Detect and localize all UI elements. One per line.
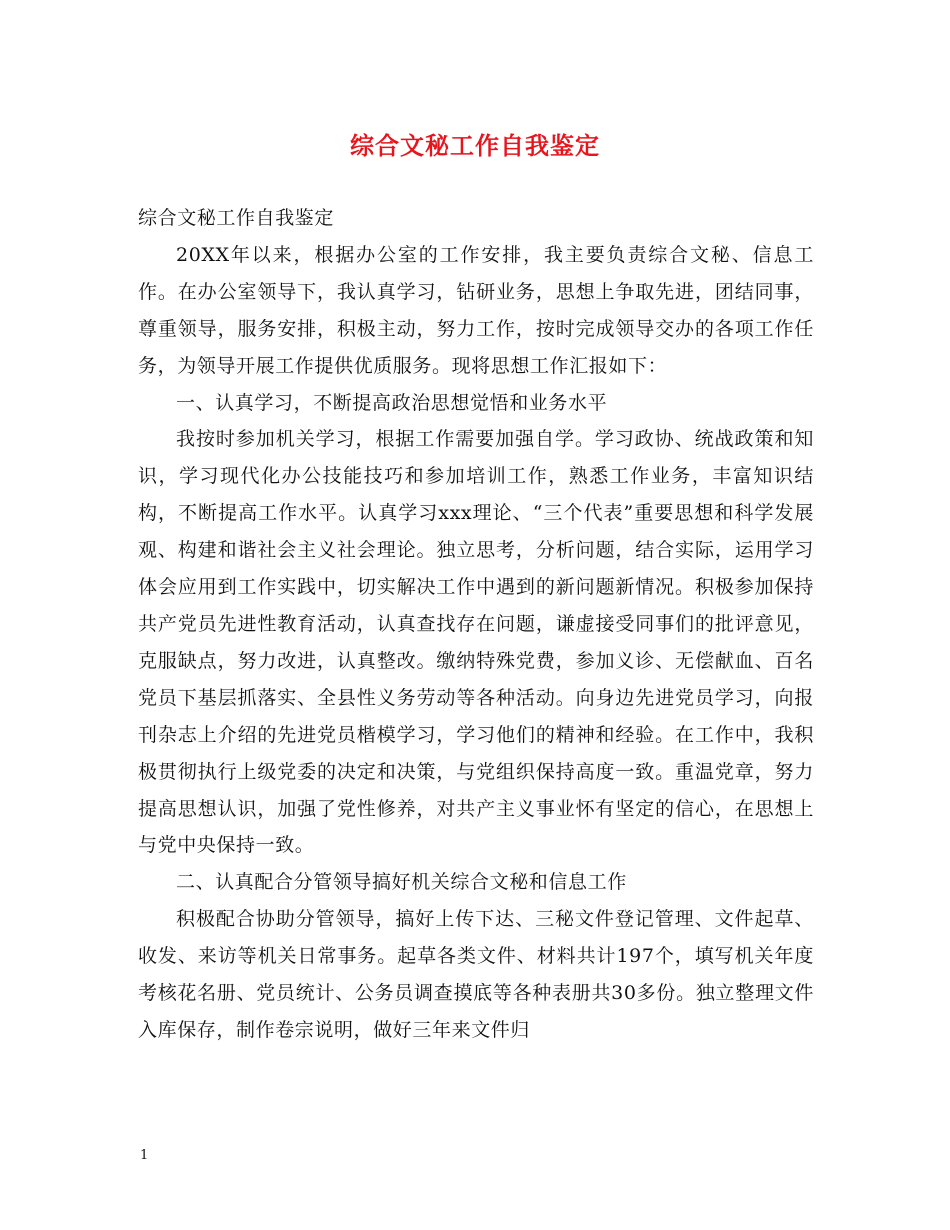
paragraph-section-2: 积极配合协助分管领导，搞好上传下达、三秘文件登记管理、文件起草、收发、来访等机关日常事务。起草各类文件、材料共计197个，填写机关年度考核花名册、党员统计、公务员调查摸底等各种表册共30多份。独立整理文件入库保存，制作卷宗说明，做好三年来文件归 bbox=[138, 908, 814, 1041]
section-heading-1: 一、认真学习，不断提高政治思想觉悟和业务水平 bbox=[176, 391, 608, 414]
paragraph-intro: 20XX年以来，根据办公室的工作安排，我主要负责综合文秘、信息工作。在办公室领导下，我认真学习，钻研业务，思想上争取先进，团结同事，尊重领导，服务安排，积极主动，努力工作，按时完成领导交办的各项工作任务，为领导开展工作提供优质服务。现将思想工作汇报如下： bbox=[138, 243, 814, 377]
document-title: 综合文秘工作自我鉴定 bbox=[350, 131, 600, 160]
document-body bbox=[138, 200, 814, 1049]
section-heading-2: 二、认真配合分管领导搞好机关综合文秘和信息工作 bbox=[176, 871, 627, 894]
paragraph-section-1: 我按时参加机关学习，根据工作需要加强自学。学习政协、统战政策和知识，学习现代化办公技能技巧和参加培训工作，熟悉工作业务，丰富知识结构，不断提高工作水平。认真学习xxx理论、“三个代表”重要思想和科学发展观、构建和谐社会主义社会理论。独立思考，分析问题，结合实际，运用学习体会应用到工作实践中，切实解决工作中遇到的新问题新情况。积极参加保持共产党员先进性教育活动，认真查找存在问题，谦虚接受同事们的批评意见，克服缺点，努力改进，认真整改。缴纳特殊党费，参加义诊、无偿献血、百名党员下基层抓落实、全县性义务劳动等各种活动。向身边先进党员学习，向报刊杂志上介绍的先进党员楷模学习，学习他们的精神和经验。在工作中，我积极贯彻执行上级党委的决定和决策，与党组织保持高度一致。重温党章，努力提高思想认识，加强了党性修养，对共产主义事业怀有坚定的信心，在思想上与党中央保持一致。 bbox=[138, 428, 814, 857]
body-heading: 综合文秘工作自我鉴定 bbox=[138, 207, 335, 229]
page-number: 1 bbox=[140, 1148, 149, 1163]
